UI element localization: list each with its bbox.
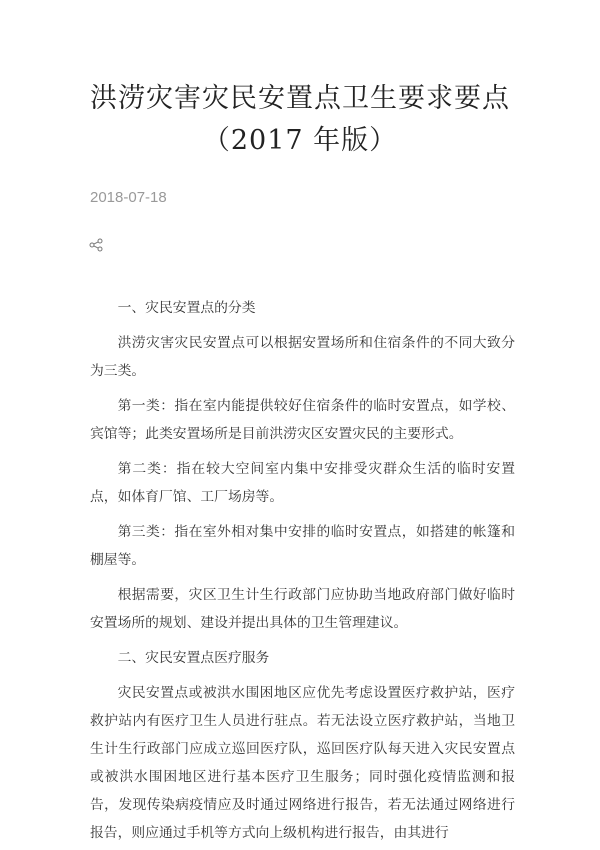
paragraph: 灾民安置点或被洪水围困地区应优先考虑设置医疗救护站，医疗救护站内有医疗卫生人员进行驻点。若无法设立医疗救护站，当地卫生计生行政部门应成立巡回医疗队，巡回医疗队每天进入灾民安置点或被洪水围困地区进行基本医疗卫生服务；同时强化疫情监测和报告，发现传染病疫情应及时通过网络进行报告，若无法通过网络进行报告，则应通过手机等方式向上级机构进行报告，由其进行	[90, 685, 515, 841]
paragraph: 第三类：指在室外相对集中安排的临时安置点，如搭建的帐篷和棚屋等。	[90, 524, 515, 568]
paragraph: 根据需要，灾区卫生计生行政部门应协助当地政府部门做好临时安置场所的规划、建设并提出具体的卫生管理建议。	[90, 587, 515, 631]
paragraph: 洪涝灾害灾民安置点可以根据安置场所和住宿条件的不同大致分为三类。	[90, 335, 515, 379]
document-title-line-1: 洪涝灾害灾民安置点卫生要求要点	[90, 83, 510, 114]
section-heading-medical-service: 二、灾民安置点医疗服务	[117, 650, 270, 666]
publish-date: 2018-07-18	[90, 189, 167, 206]
share-icon[interactable]	[89, 238, 103, 252]
document-title-line-2: （2017 年版）	[202, 125, 398, 156]
paragraph: 第二类：指在较大空间室内集中安排受灾群众生活的临时安置点，如体育厂馆、工厂场房等。	[90, 461, 515, 505]
section-heading-classification: 一、灾民安置点的分类	[117, 300, 256, 316]
article-body	[90, 294, 515, 847]
paragraph: 第一类：指在室内能提供较好住宿条件的临时安置点，如学校、宾馆等；此类安置场所是目前洪涝灾区安置灾民的主要形式。	[90, 398, 515, 442]
